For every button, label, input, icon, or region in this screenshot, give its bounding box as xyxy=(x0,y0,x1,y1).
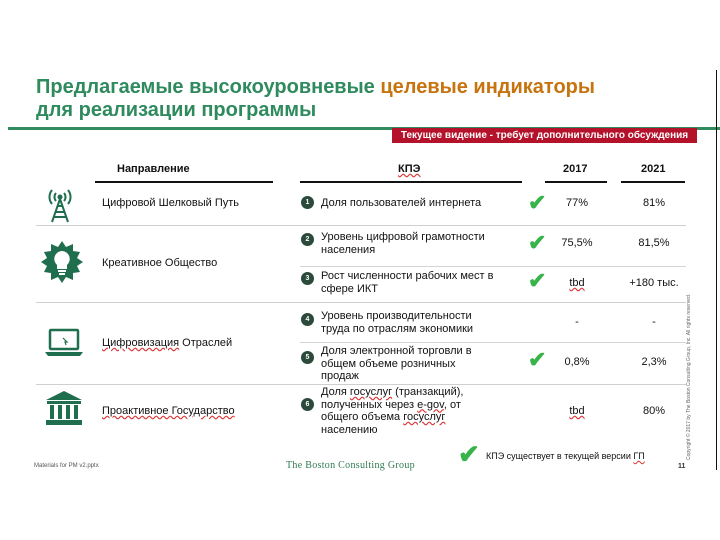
kpi-4-2017: - xyxy=(575,316,579,328)
status-banner: Текущее видение - требует дополнительного обсуждения xyxy=(392,128,697,143)
header-rule-direction xyxy=(95,181,273,183)
copyright-notice: Copyright © 2017 by The Boston Consulting Group, Inc. All rights reserved. xyxy=(686,293,692,460)
kpi-number-badge: 1 xyxy=(301,196,314,209)
header-direction: Направление xyxy=(117,163,190,175)
radio-tower-icon xyxy=(42,182,78,229)
row-separator xyxy=(36,225,686,226)
kpi-3-2017: tbd xyxy=(569,277,585,289)
title-line2: для реализации программы xyxy=(36,99,317,121)
footer-brand: The Boston Consulting Group xyxy=(286,460,415,471)
kpi-2-2017: 75,5% xyxy=(561,237,593,249)
direction-label-2: Креативное Общество xyxy=(102,257,218,269)
legend-check-icon: ✔ xyxy=(458,439,480,469)
kpi-1-2021: 81% xyxy=(642,197,666,209)
kpi-text-5: Доля электронной торговли в общем объеме розничных продаж xyxy=(321,345,472,382)
header-kpi: КПЭ xyxy=(398,163,421,175)
kpi-text-1: Доля пользователей интернета xyxy=(321,197,482,209)
check-icon: ✔ xyxy=(528,347,547,372)
row-separator xyxy=(36,384,686,385)
kpi-1-2017: 77% xyxy=(565,197,589,209)
kpi-number-badge: 5 xyxy=(301,351,314,364)
kpi-separator xyxy=(300,266,686,267)
check-icon: ✔ xyxy=(528,268,547,293)
direction-label-4: Проактивное Государство xyxy=(102,405,235,417)
kpi-text-2: Уровень цифровой грамотности населения xyxy=(321,231,485,256)
government-building-icon xyxy=(44,390,84,431)
kpi-number-badge: 2 xyxy=(301,233,314,246)
direction-label-3: Цифровизация Отраслей xyxy=(102,337,233,349)
kpi-number-badge: 6 xyxy=(301,398,314,411)
check-icon: ✔ xyxy=(528,190,547,215)
kpi-separator xyxy=(300,342,686,343)
kpi-4-2021: - xyxy=(652,316,656,328)
kpi-number-badge: 3 xyxy=(301,272,314,285)
page-number: 11 xyxy=(678,463,686,470)
laptop-icon xyxy=(44,328,84,363)
kpi-text-4: Уровень производительности труда по отраслям экономики xyxy=(321,310,474,335)
footer-filename: Materials for PM v2.pptx xyxy=(34,463,99,469)
kpi-6-2017: tbd xyxy=(569,405,585,417)
title-highlight: целевые индикаторы xyxy=(380,76,595,98)
header-2017: 2017 xyxy=(563,163,588,175)
kpi-5-2021: 2,3% xyxy=(641,356,667,368)
header-rule-2017 xyxy=(545,181,607,183)
header-rule-2021 xyxy=(621,181,685,183)
check-icon: ✔ xyxy=(528,230,547,255)
kpi-3-2021: +180 тыс. xyxy=(629,277,679,289)
kpi-6-2021: 80% xyxy=(642,405,666,417)
kpi-2-2021: 81,5% xyxy=(638,237,670,249)
header-rule-kpi xyxy=(300,181,522,183)
right-border-line xyxy=(716,70,717,470)
page-title xyxy=(36,76,595,122)
kpi-5-2017: 0,8% xyxy=(564,356,590,368)
direction-label-1: Цифровой Шелковый Путь xyxy=(102,197,240,209)
legend-text: КПЭ существует в текущей версии ГП xyxy=(486,451,645,461)
header-2021: 2021 xyxy=(641,163,666,175)
title-part1: Предлагаемые высокоуровневые xyxy=(36,76,381,98)
kpi-number-badge: 4 xyxy=(301,313,314,326)
kpi-text-3: Рост численности рабочих мест в сфере ИКТ xyxy=(321,270,494,295)
kpi-text-6: Доля госуслуг (транзакций), полученных через e-gov, от общего объема госуслуг населению xyxy=(321,386,464,436)
row-separator xyxy=(36,302,686,303)
lightbulb-gear-icon xyxy=(40,240,84,289)
